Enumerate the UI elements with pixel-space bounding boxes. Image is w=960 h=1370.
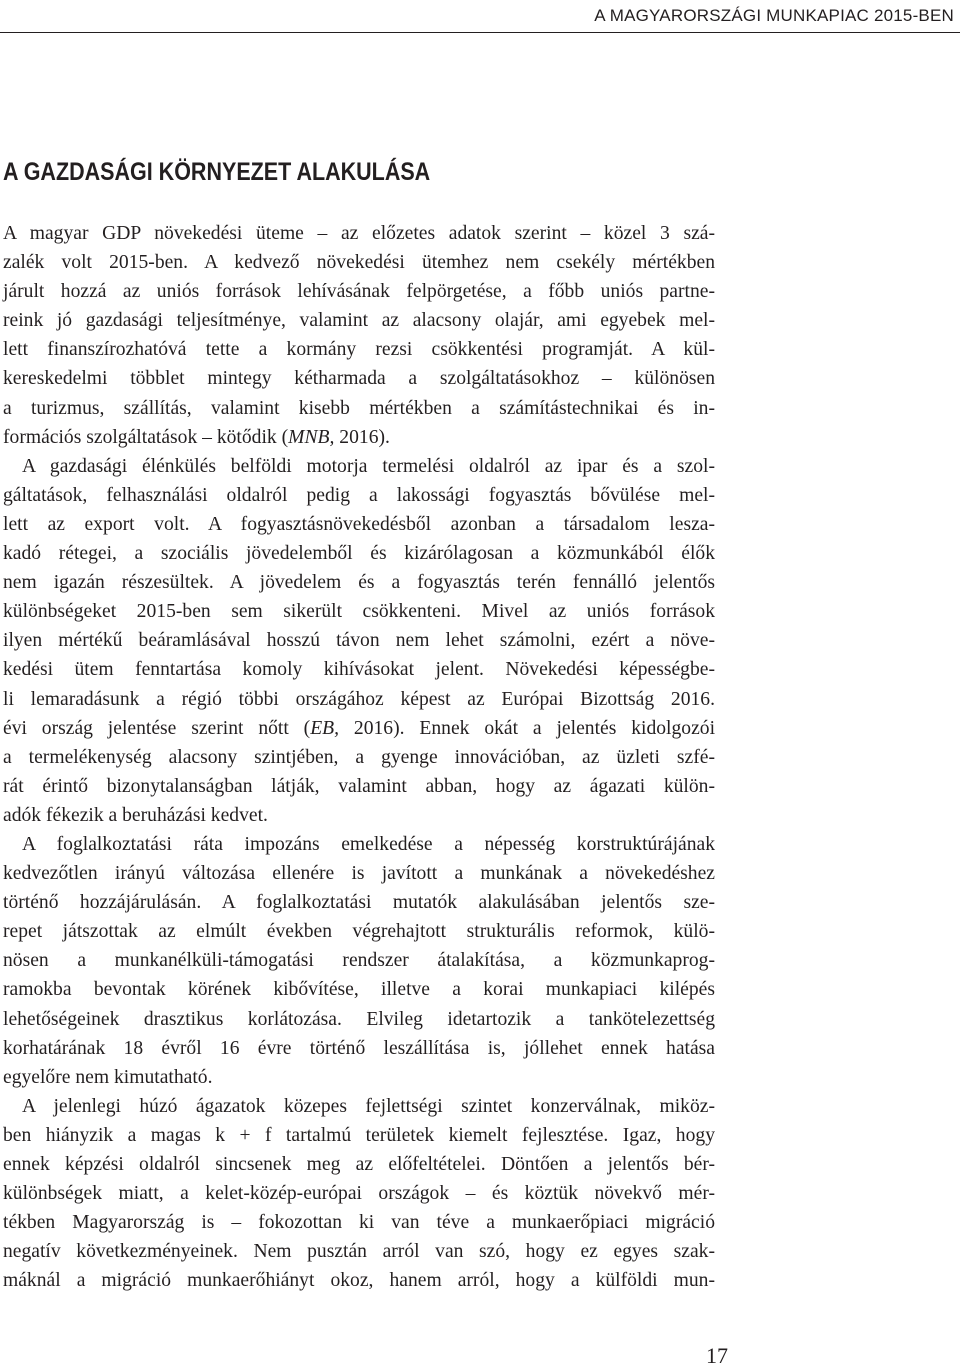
text-line: kedési ütem fenntartása komoly kihívásokat jelent. Növekedési képességbe- [3, 659, 715, 681]
text-line: kereskedelmi többlet mintegy kétharmada a szolgáltatásokhoz – különösen [3, 368, 715, 390]
text-line: a turizmus, szállítás, valamint kisebb mértékben a számítástechnikai és in- [3, 397, 715, 419]
text-line: repet játszottak az elmúlt években végrehajtott strukturális reformok, külö- [3, 921, 715, 943]
line-segment: 2016). [334, 426, 390, 448]
text-line [3, 714, 715, 743]
text-line: A foglalkoztatási ráta impozáns emelkedése a népesség korstruktúrájának [22, 833, 715, 855]
section-title: A GAZDASÁGI KÖRNYEZET ALAKULÁSA [3, 158, 431, 186]
text-line: reink jó gazdasági teljesítménye, valamint az alacsony olajár, ami egyebek mel- [3, 310, 715, 332]
text-line: a termelékenység alacsony szintjében, a gyenge innovációban, az üzleti szfé- [3, 746, 715, 768]
text-line: különbségek miatt, a kelet-közép-európai országok – és köztük növekvő mér- [3, 1183, 715, 1205]
text-line: lett finanszírozhatóvá tette a kormány rezsi csökkentési programját. A kül- [3, 339, 715, 361]
running-header: A MAGYARORSZÁGI MUNKAPIAC 2015-BEN [594, 6, 954, 25]
text-line: korhatárának 18 évről 16 évre történő leszállítása is, jóllehet ennek hatása [3, 1037, 715, 1059]
header-rule [0, 32, 960, 33]
citation-source: EB, [310, 717, 340, 739]
text-line: máknál a migráció munkaerőhiányt okoz, hanem arról, hogy a külföldi mun- [3, 1270, 715, 1292]
text-line: zalék volt 2015-ben. A kedvező növekedési ütemhez nem csekély mértékben [3, 252, 715, 274]
text-line: nösen a munkanélküli-támogatási rendszer átalakítása, a közmunkaprog- [3, 950, 715, 972]
line-segment: formációs szolgáltatások – kötődik ( [3, 426, 289, 448]
text-line: rát érintő bizonytalanságban látják, valamint abban, hogy az ágazati külön- [3, 775, 715, 797]
text-line: különbségeket 2015-ben sem sikerült csökkenteni. Mivel az uniós források [3, 601, 715, 623]
text-line: adók fékezik a beruházási kedvet. [3, 804, 268, 826]
citation-source: MNB, [288, 426, 335, 448]
text-line: tékben Magyarország is – fokozottan ki van téve a munkaerőpiaci migráció [3, 1212, 715, 1234]
text-line: ennek képzési oldalról sincsenek meg az előfeltételei. Döntően a jelentős bér- [3, 1154, 715, 1175]
text-line: nem igazán részesültek. A jövedelem és a fogyasztás terén fennálló jelentős [3, 572, 715, 594]
text-line: A jelenlegi húzó ágazatok közepes fejlettségi szintet konzerválnak, miköz- [22, 1095, 715, 1117]
text-line: A gazdasági élénkülés belföldi motorja termelési oldalról az ipar és a szol- [22, 455, 715, 477]
body-text [3, 219, 715, 1295]
text-line: járult hozzá az uniós források lehívásának felpörgetése, a főbb uniós partne- [3, 281, 715, 303]
text-line: kadó rétegei, a szociális jövedelemből és kizárólagosan a közmunkából élők [3, 543, 715, 565]
text-line: gáltatások, felhasználási oldalról pedig a lakossági fogyasztás bővülése mel- [3, 484, 715, 506]
line-segment: 2016). Ennek okát a jelentés kidolgozói [339, 717, 716, 739]
text-line: ilyen mértékű beáramlásával hosszú távon nem lehet számolni, ezért a növe- [3, 630, 715, 652]
line-segment: évi ország jelentése szerint nőtt ( [3, 717, 311, 739]
text-line: A magyar GDP növekedési üteme – az előzetes adatok szerint – közel 3 szá- [3, 223, 715, 244]
text-line: történő hozzájárulásán. A foglalkoztatási mutatók alakulásában jelentős sze- [3, 892, 715, 914]
text-line: negatív következményeinek. Nem pusztán arról van szó, hogy ez egyes szak- [3, 1241, 715, 1263]
text-line: li lemaradásunk a régió többi országához képest az Európai Bizottság 2016. [3, 688, 715, 710]
text-line: ramokba bevontak körének kibővítése, illetve a korai munkapiaci kilépés [3, 979, 715, 1001]
text-line [3, 423, 715, 452]
text-line: lehetőségeinek drasztikus korlátozása. Elvileg idetartozik a tankötelezettség [3, 1008, 715, 1030]
text-line: ben hiányzik a magas k + f tartalmú területek kiemelt fejlesztése. Igaz, hogy [3, 1124, 715, 1146]
text-line: kedvezőtlen irányú változása ellenére is javított a munkának a növekedéshez [3, 863, 715, 885]
page-number: 17 [706, 1343, 728, 1368]
text-line: lett az export volt. A fogyasztásnövekedésből azonban a társadalom lesza- [3, 513, 715, 535]
text-line: egyelőre nem kimutatható. [3, 1066, 213, 1088]
